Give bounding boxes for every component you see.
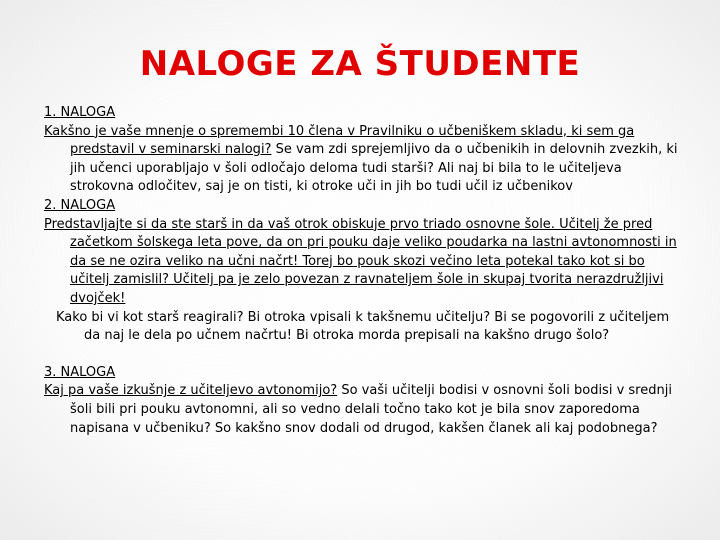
- slide-title: NALOGE ZA ŠTUDENTE: [139, 44, 581, 84]
- task1-question-rest: Se vam zdi sprejemljivo da o učbenikih in delovnih zvezkih, ki jih učenci uporabljajo v šoli odločajo deloma tudi starši? Ali naj bi bila to le učiteljeva strokovna odločitev, saj je on tisti, ki otroke uči in jih bo tudi učil iz učbenikov: [70, 142, 678, 195]
- task2-text-underlined: Predstavljajte si da ste starš in da vaš otrok obiskuje prvo triado osnovne šole. Učitelj že pred začetkom šolskega leta pove, da on pri pouku daje veliko poudarka na lastni avtonomnosti in da se ne ozira veliko na učni načrt! Torej bo pouk skozi večino leta potekal tako kot si bo učitelj zamislil? Učitelj pa je zelo povezan z ravnateljem šole in skupaj tvorita nerazdružljivi dvojček!: [44, 216, 677, 306]
- task2-text: [44, 216, 680, 309]
- task2-question: Kako bi vi kot starš reagirali? Bi otroka vpisali k takšnemu učitelju? Bi se pogovorili z učiteljem da naj le dela po učnem načrtu! Bi otroka morda prepisali na kakšno drugo šolo?: [56, 309, 670, 344]
- task3-question-rest: So vaši učitelji bodisi v osnovni šoli bodisi v srednji šoli bili pri pouku avtonomni, ali so vedno delali točno tako kot je bila snov zaporedoma napisana v učbeniku? So kakšno snov dodali od drugod, kakšen članek ali kaj podobnega?: [70, 383, 672, 436]
- slide-content: [44, 104, 680, 438]
- task3-text: [44, 382, 680, 438]
- task1-heading: 1. NALOGA: [44, 105, 116, 120]
- spacer: [44, 346, 680, 364]
- task1-text: [44, 123, 680, 197]
- task2-heading: 2. NALOGA: [44, 197, 116, 213]
- task1-question-underlined: Kakšno je vaše mnenje o spremembi 10 člena v Pravilniku o učbeniškem skladu, ki sem ga predstavil v seminarski nalogi?: [44, 123, 635, 158]
- task3-question-underlined: Kaj pa vaše izkušnje z učiteljevo avtonomijo?: [44, 383, 338, 399]
- task3-heading: 3. NALOGA: [44, 364, 116, 380]
